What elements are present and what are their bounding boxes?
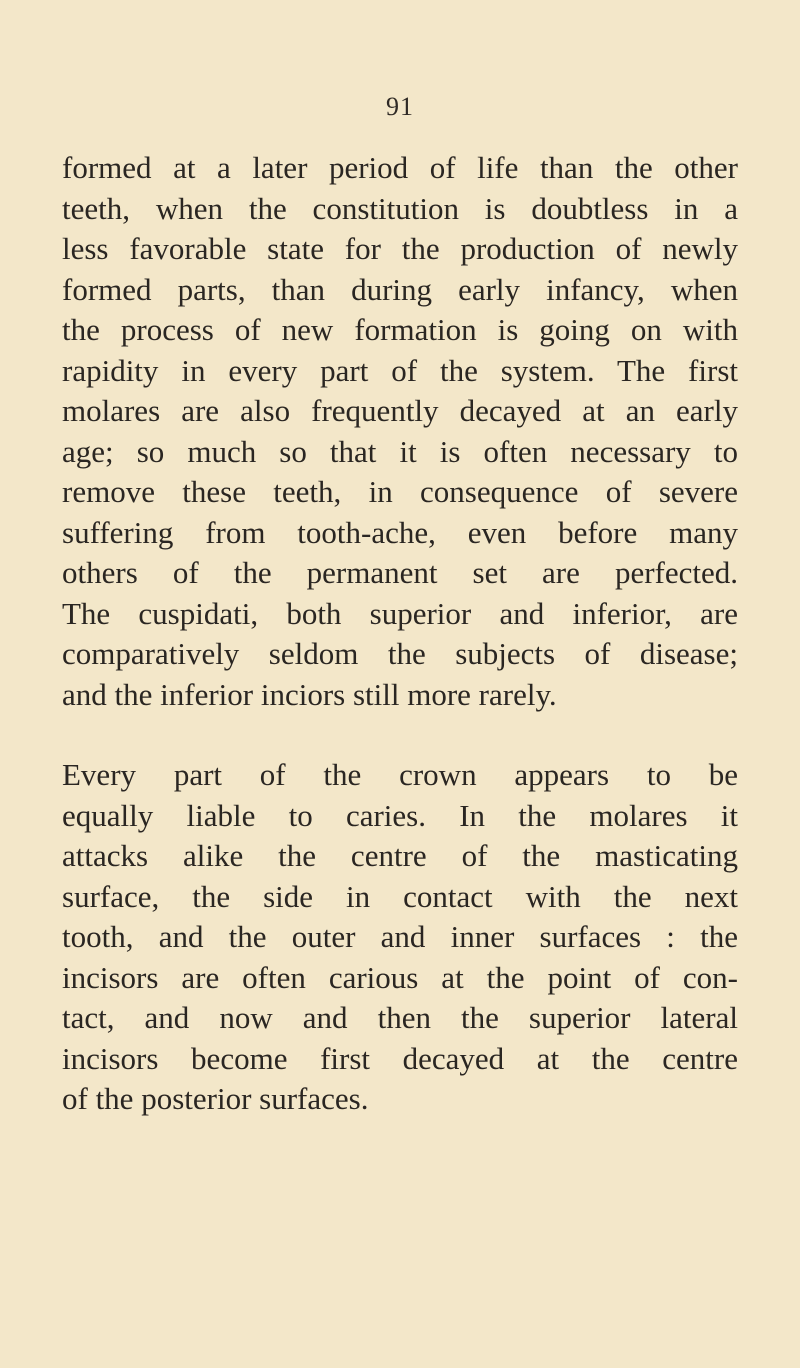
text-line: surface, the side in contact with the next (62, 878, 738, 914)
text-line: Every part of the crown appears to be (62, 757, 738, 792)
text-line: rapidity in every part of the system. The first (62, 352, 738, 388)
text-line: attacks alike the centre of the masticating (62, 838, 738, 873)
text-line: others of the permanent set are perfected. (62, 555, 738, 590)
text-line: The cuspidati, both superior and inferior, are (62, 595, 738, 631)
text-line: of the posterior surfaces. (62, 1081, 369, 1116)
text-line: tact, and now and then the superior lateral (62, 1000, 738, 1035)
text-line: molares are also frequently decayed at an early (62, 393, 738, 428)
text-line: and the inferior inciors still more rarely. (62, 676, 557, 712)
text-line: less favorable state for the production of newly (62, 231, 738, 266)
text-line: remove these teeth, in consequence of severe (62, 474, 738, 509)
text-line: equally liable to caries. In the molares it (62, 797, 738, 833)
text-line: incisors are often carious at the point of con- (62, 959, 738, 995)
paragraph-1 (62, 148, 738, 715)
text-line: teeth, when the constitution is doubtless in a (62, 190, 738, 226)
text-line: comparatively seldom the subjects of disease; (62, 636, 738, 671)
page-number: 91 (386, 92, 414, 121)
paragraph-2 (62, 755, 738, 1120)
text-line: age; so much so that it is often necessary to (62, 433, 738, 469)
text-line: tooth, and the outer and inner surfaces : the (62, 919, 738, 954)
text-line: incisors become first decayed at the centre (62, 1040, 738, 1076)
text-line: suffering from tooth-ache, even before many (62, 514, 738, 550)
text-line: the process of new formation is going on with (62, 312, 738, 347)
text-line: formed parts, than during early infancy, when (62, 271, 738, 307)
text-line: formed at a later period of life than the other (62, 150, 738, 185)
